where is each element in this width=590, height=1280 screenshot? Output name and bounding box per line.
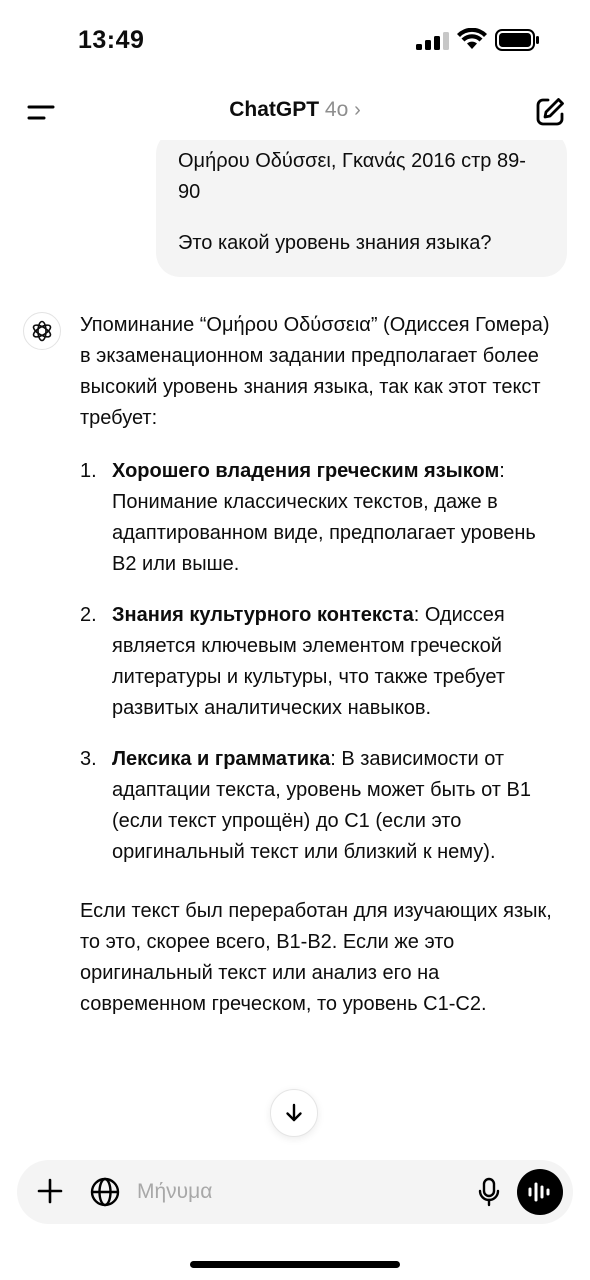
home-indicator [190, 1261, 400, 1268]
chevron-right-icon: › [354, 99, 361, 121]
arrow-down-icon [283, 1102, 305, 1124]
list-item-text: : В зависимости от адаптации текста, уровень может быть от B1 (если текст упрощён) до C1 (если это оригинальный текст или близкий к нему). [112, 748, 531, 863]
list-item-title: Хорошего владения греческим языком [112, 460, 500, 482]
status-time: 13:49 [78, 26, 145, 54]
user-message-bubble [156, 140, 567, 277]
voice-mode-button[interactable] [517, 1169, 563, 1215]
list-item-title: Лексика и грамматика [112, 748, 331, 770]
cellular-signal-icon [416, 32, 450, 50]
assistant-list [80, 456, 560, 868]
list-item-text: : Одиссея является ключевым элементом греческой литературы и культуры, что также требует развитых аналитических навыков. [112, 604, 505, 719]
scroll-to-bottom-button[interactable] [270, 1089, 318, 1137]
conversation [0, 140, 590, 1155]
list-number: 1. [80, 460, 97, 482]
assistant-message-body [80, 310, 560, 1020]
chatgpt-logo-icon [23, 312, 61, 350]
plus-icon[interactable] [35, 1176, 65, 1206]
list-item-title: Знания культурного контекста [112, 604, 414, 626]
assistant-intro: Упоминание “Ομήρου Οδύσσεια” (Одиссея Гомера) в экзаменационном задании предполагает более высокий уровень знания языка, так как этот текст требует: [80, 314, 550, 429]
app-name: ChatGPT [229, 98, 320, 121]
new-chat-icon[interactable] [534, 96, 566, 128]
message-composer [17, 1160, 573, 1224]
microphone-icon[interactable] [477, 1177, 501, 1207]
user-message-text: Ομήρου Οδύσσει, Γκανάς 2016 стр 89-90 [178, 150, 526, 203]
status-bar [0, 0, 590, 80]
list-number: 3. [80, 748, 97, 770]
wifi-icon [457, 28, 487, 50]
globe-icon[interactable] [89, 1176, 121, 1208]
assistant-closing: Если текст был переработан для изучающих язык, то это, скорее всего, B1-B2. Если же это оригинальный текст или анализ его на современном греческом, то уровень C1-C2. [80, 900, 552, 1015]
battery-icon [495, 29, 541, 51]
waveform-icon [527, 1180, 553, 1204]
list-item [80, 744, 560, 868]
list-number: 2. [80, 604, 97, 626]
message-input[interactable] [137, 1174, 467, 1210]
model-name: 4o [324, 98, 349, 121]
chat-header [0, 84, 590, 140]
model-selector[interactable] [0, 98, 590, 122]
user-message-question: Это какой уровень знания языка? [178, 232, 492, 254]
list-item [80, 456, 560, 580]
list-item [80, 600, 560, 724]
list-item-text: : Понимание классических текстов, даже в адаптированном виде, предполагает уровень B2 или выше. [112, 460, 536, 575]
